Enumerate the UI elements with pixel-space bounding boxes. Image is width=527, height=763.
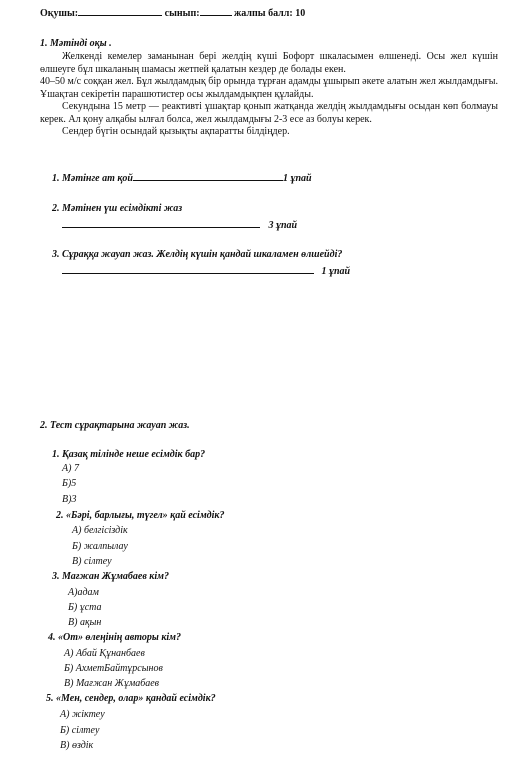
task-2-answer-row (62, 218, 297, 233)
header-line (40, 6, 305, 21)
task-1 (52, 171, 312, 186)
task-2-answer-line[interactable] (62, 218, 260, 228)
section2-title: 2. Тест сұрақтарына жауап жаз. (40, 420, 190, 431)
student-name-blank[interactable] (78, 6, 162, 16)
q3-option-b[interactable]: Б) ұста (68, 602, 102, 613)
task-1-answer-line[interactable] (133, 171, 283, 181)
q2-option-c[interactable]: В) сілтеу (72, 556, 112, 567)
q3-option-c[interactable]: В) ақын (68, 617, 102, 628)
task-3-points: 1 ұпай (321, 266, 351, 277)
question-5: 5. «Мен, сендер, олар» қандай есімдік? (46, 693, 216, 704)
task-3-answer-row (62, 264, 350, 279)
q1-option-a[interactable]: А) 7 (62, 463, 79, 474)
q4-option-c[interactable]: В) Мағжан Жұмабаев (64, 678, 160, 689)
paragraph-1: Желкенді кемелер заманынан бері желдің күші Бофорт шкаласымен өлшенеді. Осы жел күшін өлшеуге бұл шкаланың шамасы жетпей қалатын кездер де болады екен. (40, 51, 498, 75)
total-label: жалпы балл: 10 (234, 8, 306, 19)
question-1: 1. Қазақ тілінде неше есімдік бар? (52, 449, 206, 460)
q1-option-c[interactable]: В)3 (62, 494, 77, 505)
paragraph-3: Секундына 15 метр — реактивті ұшақтар қонып жатқанда желдің жылдамдығы осыдан көп болмауы керек. Ал қону алқабы ылғал болса, жел жылдамдығы 2-3 есе аз болуы керек. (40, 101, 498, 125)
task-2-text: 2. Мәтінен үш есімдікті жаз (52, 203, 183, 214)
q5-option-c[interactable]: В) өздік (60, 740, 94, 751)
task-1-text: 1. Мәтінге ат қой (52, 173, 133, 184)
q5-option-b[interactable]: Б) сілтеу (60, 725, 100, 736)
task-3-answer-line[interactable] (62, 264, 314, 274)
question-3: 3. Мағжан Жұмабаев кім? (52, 571, 170, 582)
paragraph-2: 40–50 м/с соққан жел. Бұл жылдамдық бір орында тұрған адамды ұшырып әкете алатын жел жылдамдығы. Ұшақтан секіретін парашютистер осы жылдамдықпен құлайды. (40, 76, 498, 100)
q5-option-a[interactable]: А) жіктеу (60, 709, 105, 720)
student-label: Оқушы: (40, 8, 79, 19)
class-blank[interactable] (200, 6, 232, 16)
q2-option-a[interactable]: А) белгісіздік (72, 525, 128, 536)
reading-text (40, 51, 498, 139)
task-1-points: 1 ұпай (282, 173, 312, 184)
q1-option-b[interactable]: Б)5 (62, 478, 77, 489)
paragraph-4: Сендер бүгін осындай қызықты ақпаратты білдіңдер. (62, 126, 290, 137)
question-4: 4. «От» өлеңінің авторы кім? (48, 632, 182, 643)
section1-title: 1. Мәтінді оқы . (40, 38, 112, 49)
question-2: 2. «Бәрі, барлығы, түгел» қай есімдік? (56, 510, 225, 521)
q2-option-b[interactable]: Б) жалпылау (72, 541, 128, 552)
class-label: сынып: (164, 8, 200, 19)
q4-option-b[interactable]: Б) АхметБайтұрсынов (64, 663, 163, 674)
task-3-text: 3. Сұраққа жауап жаз. Желдің күшін қандай шкаламен өлшейді? (52, 249, 343, 260)
q3-option-a[interactable]: А)адам (68, 587, 99, 598)
q4-option-a[interactable]: А) Абай Құнанбаев (64, 648, 145, 659)
task-2-points: 3 ұпай (268, 220, 298, 231)
